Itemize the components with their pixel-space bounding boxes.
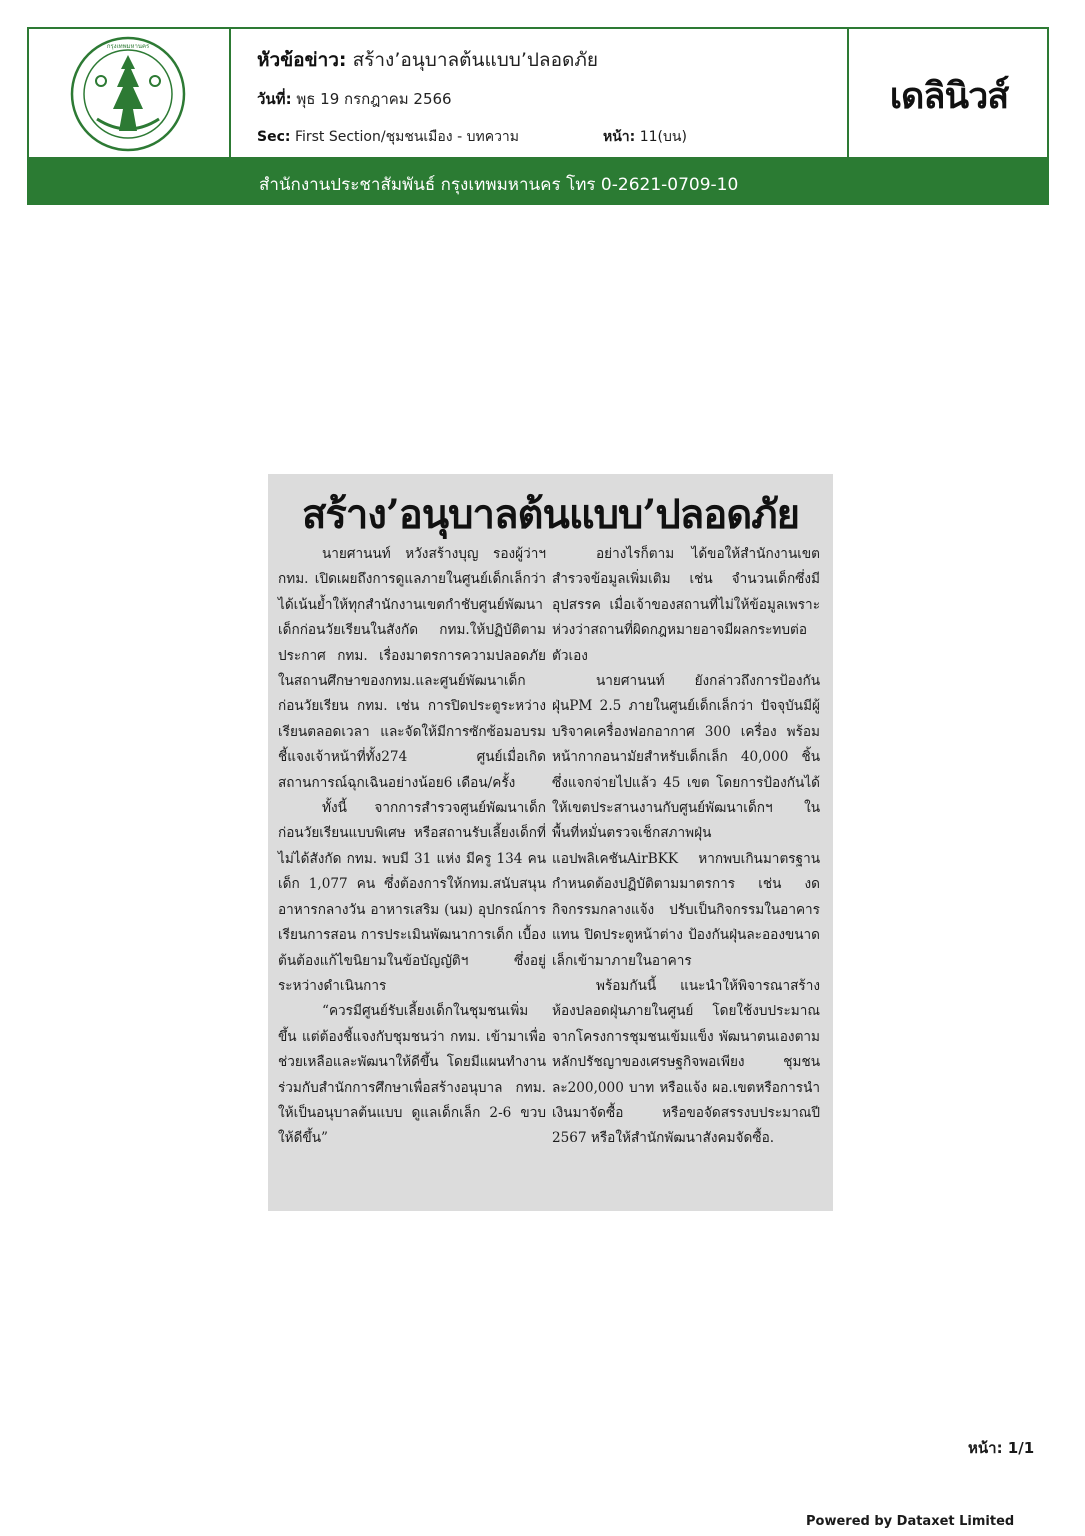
paragraph: นายศานนท์ หวังสร้างบุญ รองผู้ว่าฯ กทม. เปิดเผยถึงการดูแลภายในศูนย์เด็กเล็กว่า ได้เน้นย้ำให้ทุกสำนักงานเขตกำชับศูนย์พัฒนาเด็กก่อนวัยเรียนในสังกัด กทม.ให้ปฏิบัติตามประกาศ กทม. เรื่องมาตรการความปลอดภัยในสถานศึกษาของกทม.และศูนย์พัฒนาเด็กก่อนวัยเรียน กทม. เช่น การปิดประตูระหว่างเรียนตลอดเวลา และจัดให้มีการซักซ้อมอบรม ชี้แจงเจ้าหน้าที่ทั้ง274 ศูนย์เมื่อเกิดสถานการณ์ฉุกเฉินอย่างน้อย6 เดือน/ครั้ง [278, 546, 546, 791]
office-bar-text: สำนักงานประชาสัมพันธ์ กรุงเทพมหานคร โทร 0-2621-0709-10 [259, 175, 739, 195]
logo-cell [29, 29, 231, 157]
logo-ring-text: กรุงเทพมหานคร [106, 43, 150, 50]
page-label: หน้า: [603, 129, 636, 145]
paragraph: นายศานนท์ ยังกล่าวถึงการป้องกันฝุ่นPM 2.5 ภายในศูนย์เด็กเล็กว่า ปัจจุบันมีผู้บริจาคเครื่องฟอกอากาศ 300 เครื่อง พร้อมหน้ากากอนามัยสำหรับเด็กเล็ก 40,000 ชิ้น ซึ่งแจกจ่ายไปแล้ว 45 เขต โดยการป้องกันได้ให้เขตประสานงานกับศูนย์พัฒนาเด็กฯ ในพื้นที่หมั่นตรวจเช็กสภาพฝุ่นแอปพลิเคชันAirBKK หากพบเกินมาตรฐานกำหนดต้องปฏิบัติตามมาตรการ เช่น งดกิจกรรมกลางแจ้ง ปรับเป็นกิจกรรมในอาคารแทน ปิดประตูหน้าต่าง ป้องกันฝุ่นละอองขนาดเล็กเข้ามาภายในอาคาร [552, 673, 820, 969]
date-label: วันที่: [257, 90, 292, 108]
section-value: First Section/ชุมชนเมือง - บทความ [294, 129, 520, 145]
paragraph: “ควรมีศูนย์รับเลี้ยงเด็กในชุมชนเพิ่มขึ้น แต่ต้องชี้แจงกับชุมชนว่า กทม. เข้ามาเพื่อช่วยเหลือและพัฒนาให้ดีขึ้น โดยมีแผนทำงานร่วมกับสำนักการศึกษาเพื่อสร้างอนุบาล กทม. ให้เป็นอนุบาลต้นแบบ ดูแลเด็กเล็ก 2-6 ขวบให้ดีขึ้น” [278, 1003, 546, 1147]
headline-value: สร้าง’อนุบาลต้นแบบ’ปลอดภัย [352, 49, 598, 71]
paragraph: อย่างไรก็ตาม ได้ขอให้สำนักงานเขตสำรวจข้อมูลเพิ่มเติม เช่น จำนวนเด็กซึ่งมีอุปสรรค เมื่อเจ้าของสถานที่ไม่ให้ข้อมูลเพราะห่วงว่าสถานที่ผิดกฎหมายอาจมีผลกระทบต่อตัวเอง [552, 546, 820, 664]
headline-line [257, 45, 598, 75]
date-line [257, 87, 452, 111]
date-value: พุธ 19 กรกฎาคม 2566 [296, 90, 452, 108]
paragraph: พร้อมกันนี้ แนะนำให้พิจารณาสร้างห้องปลอดฝุ่นภายในศูนย์ โดยใช้งบประมาณจากโครงการชุมชนเข้มแข็ง พัฒนาตนเองตามหลักปรัชญาของเศรษฐกิจพอเพียง ชุมชนละ200,000 บาท หรือแจ้ง ผอ.เขตหรือการนำเงินมาจัดซื้อ หรือขอจัดสรรงบประมาณปี 2567 หรือให้สำนักพัฒนาสังคมจัดซื้อ. [552, 977, 820, 1147]
right-column [552, 542, 820, 1152]
paragraph: ทั้งนี้ จากการสำรวจศูนย์พัฒนาเด็กก่อนวัยเรียนแบบพิเศษ หรือสถานรับเลี้ยงเด็กที่ไม่ได้สังกัด กทม. พบมี 31 แห่ง มีครู 134 คน เด็ก 1,077 คน ซึ่งต้องการให้กทม.สนับสนุนอาหารกลางวัน อาหารเสริม (นม) อุปกรณ์การเรียนการสอน การประเมินพัฒนาการเด็ก เบื้องต้นต้องแก้ไขนิยามในข้อบัญญัติฯ ซึ่งอยู่ระหว่างดำเนินการ [278, 800, 546, 994]
left-column [278, 542, 546, 1152]
page-number: หน้า: 1/1 [968, 1439, 1035, 1457]
page-value: 11(บน) [639, 129, 687, 145]
clipping-header [27, 27, 1049, 159]
publication-name: เดลินิวส์ [889, 76, 1009, 117]
powered-by: Powered by Dataxet Limited [806, 1514, 1015, 1529]
bangkok-seal-icon [67, 35, 189, 153]
page-ref [603, 126, 687, 148]
news-clipping [268, 474, 833, 1211]
headline-label: หัวข้อข่าว: [257, 49, 347, 71]
clipping-headline: สร้าง’อนุบาลต้นแบบ’ปลอดภัย [301, 491, 800, 538]
publication-cell [847, 29, 1049, 157]
section-line [257, 126, 519, 148]
section-label: Sec: [257, 129, 291, 145]
header-info [231, 29, 847, 157]
office-bar [27, 159, 1049, 205]
